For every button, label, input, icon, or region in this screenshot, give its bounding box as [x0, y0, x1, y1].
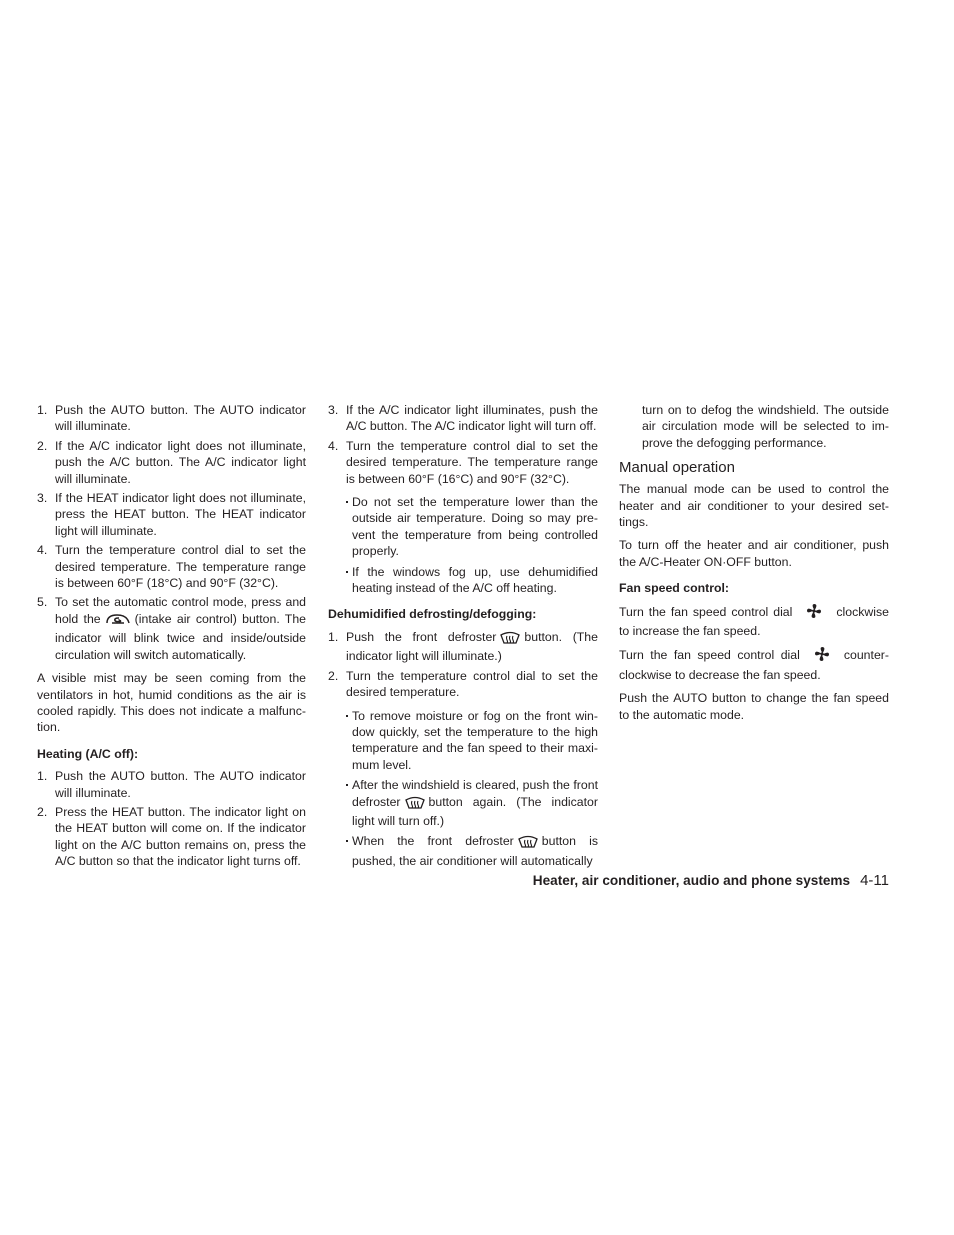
heating-steps [37, 768, 306, 869]
dehumidified-heading: Dehumidified defrosting/defogging: [328, 607, 537, 622]
page-number: 4-11 [860, 872, 889, 889]
front-defroster-icon [499, 630, 521, 648]
front-defroster-icon [517, 834, 539, 852]
bullet-item: When the front defroster button is pushed, the air conditioner will automatically [346, 833, 598, 869]
defrost-notes [328, 708, 598, 870]
list-item: 1. Push the front defroster button. (The indicator light will illuminate.) [328, 629, 598, 664]
bullet-item: Do not set the temperature lower than the outside air temperature. Doing so may prevent the temperature from being controlled properly. [346, 494, 598, 560]
fan-speed-heading: Fan speed control: [619, 581, 729, 596]
list-item: 2. Press the HEAT button. The indicator light on the HEAT button will come on. If the indicator light on the A/C button remains on, press the A/C button so that the indicator light turns off. [37, 804, 306, 869]
column-3 [619, 402, 889, 730]
manual-operation-heading: Manual operation [619, 459, 735, 477]
heating-heading: Heating (A/C off): [37, 746, 139, 761]
heating-steps-continued [328, 402, 598, 487]
heating-notes [328, 494, 598, 596]
auto-fan-paragraph: Push the AUTO button to change the fan speed to the automatic mode. [619, 691, 889, 722]
bullet-item: If the windows fog up, use dehumidified heating instead of the A/C off heating. [346, 564, 598, 597]
list-item: 1. Push the AUTO button. The AUTO indicator will illuminate. [37, 769, 306, 800]
fan-clockwise-paragraph: Turn the fan speed control dial clockwise to increase the fan speed. [619, 604, 889, 639]
fan-speed-icon [814, 646, 830, 666]
list-item: 3. If the HEAT indicator light does not illuminate, press the HEAT button. The HEAT indicator light will illuminate. [37, 491, 306, 538]
manual-mode-paragraph: The manual mode can be used to control the heater and air conditioner to your desired settings. [619, 482, 889, 530]
list-item: 3. If the A/C indicator light illuminates, push the A/C button. The A/C indicator light will turn off. [328, 403, 598, 434]
bullet-item: To remove moisture or fog on the front window quickly, set the temperature to the high temperature and the fan speed to their maximum level. [346, 708, 598, 774]
page-footer [533, 872, 889, 890]
list-item: 4. Turn the temperature control dial to set the desired temperature. The temperature range is between 60°F (18°C) and 90°F (32°C). [37, 543, 306, 591]
list-item: 2. If the A/C indicator light does not illuminate, push the A/C button. The A/C indicator light will illuminate. [37, 438, 306, 486]
list-item: 4. Turn the temperature control dial to set the desired temperature. The temperature range is between 60°F (16°C) and 90°F (32°C). [328, 438, 598, 486]
mist-note: A visible mist may be seen coming from the ventilators in hot, humid conditions as the air is cooled rapidly. This does not indicate a malfunction. [37, 671, 306, 735]
list-item: 5. To set the automatic control mode, press and hold the (intake air control) button. The indicator will blink twice and inside/outside circulation will switch automatically. [37, 595, 306, 662]
intake-air-control-icon [104, 612, 132, 630]
column-2 [328, 402, 598, 875]
chapter-title: Heater, air conditioner, audio and phone systems [532, 873, 851, 888]
fan-speed-icon [806, 603, 822, 623]
fan-counterclockwise-paragraph: Turn the fan speed control dial counterclockwise to decrease the fan speed. [619, 648, 889, 682]
turn-off-paragraph: To turn off the heater and air conditioner, push the A/C-Heater ON·OFF button. [619, 538, 889, 569]
defog-continuation: turn on to defog the windshield. The outside air circulation mode will be selected to improve the defogging performance. [642, 403, 889, 450]
defrost-steps [328, 629, 598, 701]
list-item: 2. Turn the temperature control dial to set the desired temperature. [328, 668, 598, 700]
bullet-item: After the windshield is cleared, push the front defroster button again. (The indicator light will turn off.) [346, 777, 598, 829]
list-item: 1. Push the AUTO button. The AUTO indicator will illuminate. [37, 403, 306, 434]
column-1 [37, 402, 306, 877]
auto-mode-steps [37, 402, 306, 663]
front-defroster-icon [404, 795, 426, 813]
